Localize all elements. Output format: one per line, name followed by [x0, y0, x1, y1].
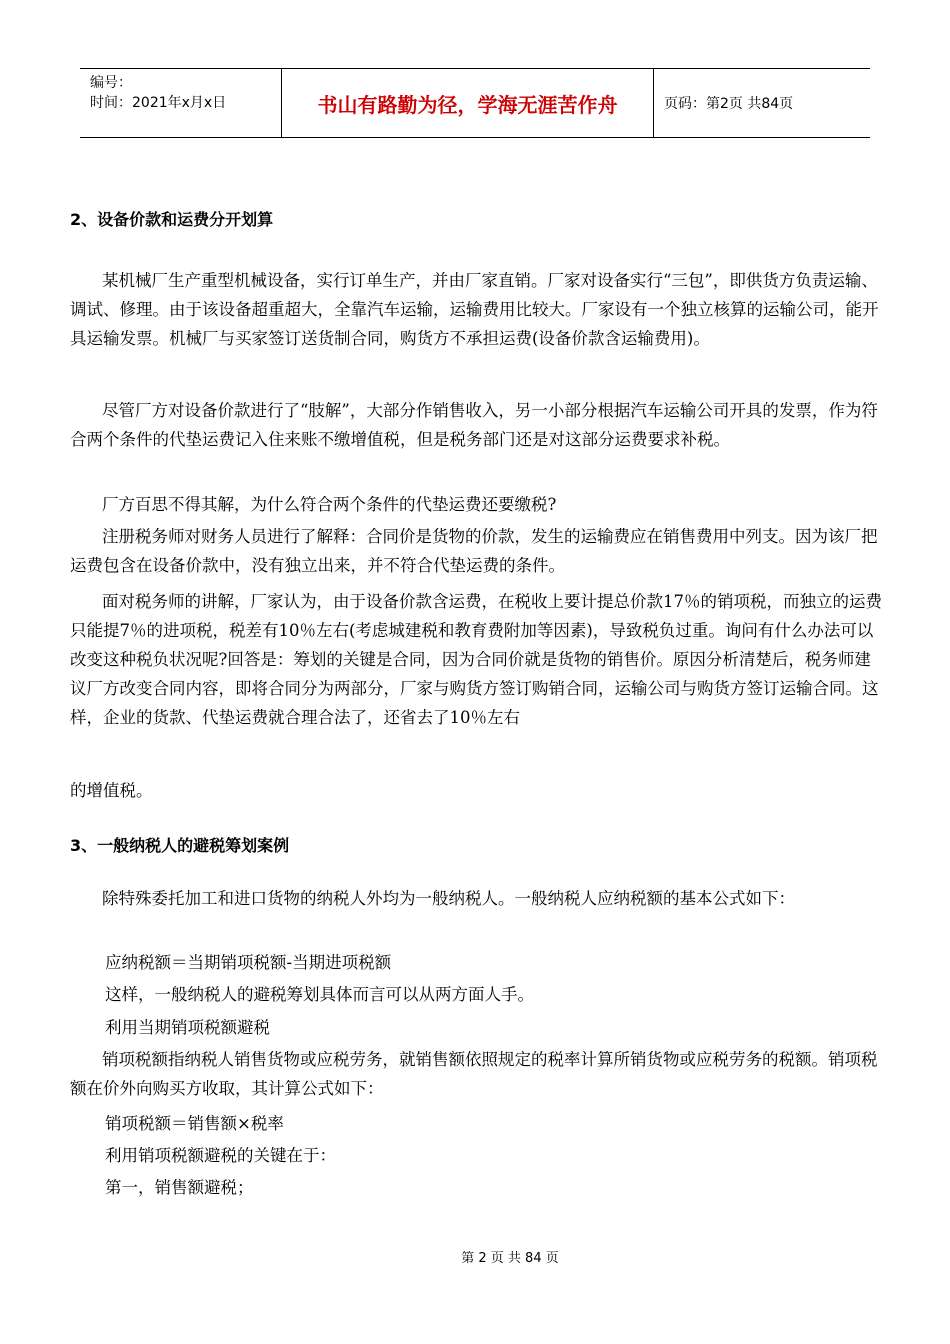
doc-number-label: 编号：: [90, 75, 132, 91]
section2-paragraph: 注册税务师对财务人员进行了解释：合同价是货物的价款，发生的运输费应在销售费用中列支。因为该厂把运费包含在设备价款中，没有独立出来，并不符合代垫运费的条件。: [70, 527, 878, 575]
section2-paragraph: 的增值税。: [70, 781, 153, 800]
section2-paragraph: 尽管厂方对设备价款进行了“肢解”，大部分作销售收入，另一小部分根据汽车运输公司开具的发票，作为符合两个条件的代垫运费记入住来账不缴增值税，但是税务部门还是对这部分运费要求补税。: [70, 401, 878, 449]
section3-line: 利用当期销项税额避税: [105, 1018, 270, 1037]
section3-line: 利用销项税额避税的关键在于：: [105, 1146, 336, 1165]
header-page-info: 页码：第2页 共84页: [664, 96, 794, 112]
header-meta: [80, 69, 282, 137]
section3-intro: 除特殊委托加工和进口货物的纳税人外均为一般纳税人。一般纳税人应纳税额的基本公式如下：: [102, 889, 795, 908]
page-footer: 第 2 页 共 84 页: [461, 1251, 559, 1266]
section2-paragraph: 某机械厂生产重型机械设备，实行订单生产，并由厂家直销。厂家对设备实行“三包”，即供货方负责运输、调试、修理。由于该设备超重超大，全靠汽车运输，运输费用比较大。厂家设有一个独立核算的运输公司，能开具运输发票。机械厂与买家签订送货制合同，购货方不承担运费(设备价款含运输费用)。: [70, 271, 879, 348]
section3-paragraph: 销项税额指纳税人销售货物或应税劳务，就销售额依照规定的税率计算所销货物或应税劳务的税额。销项税额在价外向购买方收取，其计算公式如下：: [70, 1050, 878, 1098]
document-header: [80, 68, 870, 138]
section2-title: 2、设备价款和运费分开划算: [70, 210, 274, 229]
section3-title: 3、一般纳税人的避税筹划案例: [70, 836, 290, 855]
doc-date-label: 时间：2021年x月x日: [90, 95, 227, 111]
formula-tax-payable: 应纳税额＝当期销项税额-当期进项税额: [105, 953, 392, 972]
header-motto: 书山有路勤为径，学海无涯苦作舟: [282, 69, 654, 137]
section3-line: 这样，一般纳税人的避税筹划具体而言可以从两方面人手。: [105, 985, 534, 1004]
section2-paragraph: 厂方百思不得其解，为什么符合两个条件的代垫运费还要缴税?: [102, 495, 557, 514]
section2-paragraph: 面对税务师的讲解，厂家认为，由于设备价款含运费，在税收上要计提总价款17％的销项税，而独立的运费只能提7％的进项税，税差有10％左右(考虑城建税和教育费附加等因素)，导致税负过重。询问有什么办法可以改变这种税负状况呢?回答是：筹划的关键是合同，因为合同价就是货物的销售价。原因分析清楚后，税务师建议厂方改变合同内容，即将合同分为两部分，厂家与购货方签订购销合同，运输公司与购货方签订运输合同。这样，企业的货款、代垫运费就合理合法了，还省去了10％左右: [70, 592, 882, 727]
section3-line: 第一，销售额避税；: [105, 1178, 254, 1197]
formula-output-tax: 销项税额＝销售额×税率: [105, 1114, 284, 1133]
